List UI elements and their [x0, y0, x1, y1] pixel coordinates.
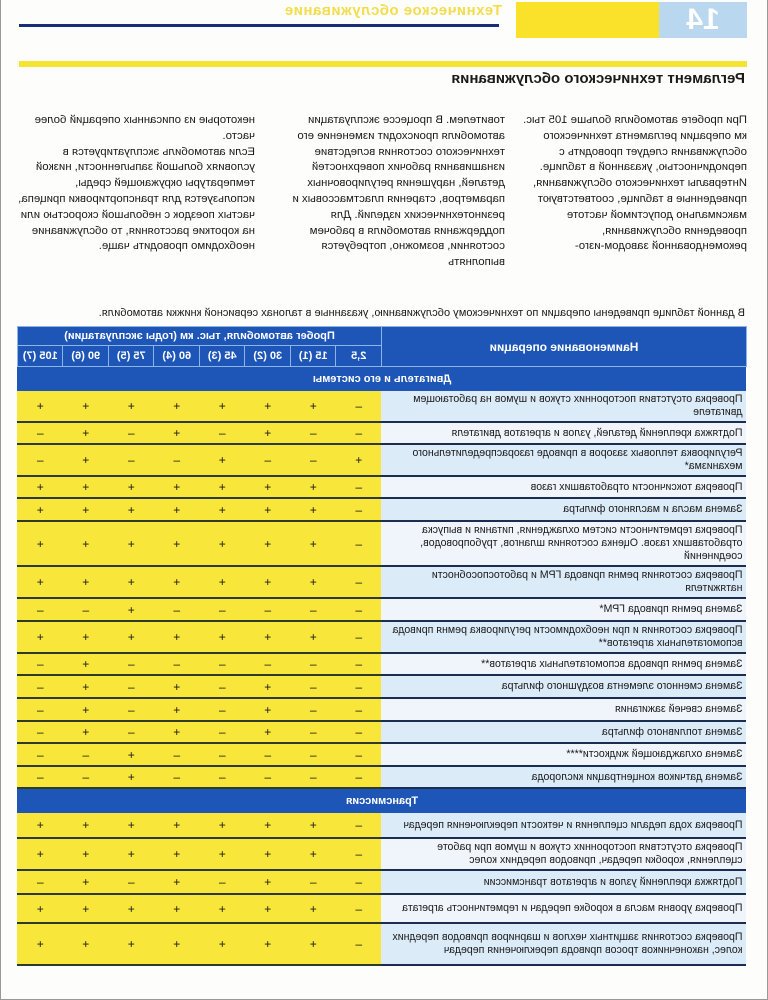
schedule-cell: + — [154, 838, 200, 870]
schedule-cell: + — [154, 813, 200, 838]
schedule-cell: + — [109, 923, 155, 965]
schedule-cell: + — [18, 894, 64, 923]
schedule-cell: – — [336, 566, 382, 598]
intro-column-1 — [509, 113, 747, 255]
schedule-cell: – — [336, 675, 382, 698]
schedule-cell: – — [336, 521, 382, 566]
schedule-cell: + — [245, 675, 291, 698]
schedule-cell: + — [154, 566, 200, 598]
table-caption: В данной таблице приведены операции по техническому обслуживанию, указанные в талонах сервисной книжки автомобиля. — [98, 307, 745, 319]
schedule-cell: + — [154, 621, 200, 653]
schedule-cell: – — [245, 766, 291, 788]
schedule-cell: – — [18, 675, 64, 698]
schedule-cell: + — [245, 870, 291, 894]
schedule-cell: – — [109, 698, 155, 721]
table-row — [18, 923, 747, 965]
schedule-cell: + — [63, 675, 109, 698]
running-section-title: Техническое обслуживание — [284, 2, 502, 19]
table-row — [18, 838, 747, 870]
operation-name: Замена свечей зажигания — [382, 698, 747, 721]
schedule-cell: + — [18, 521, 64, 566]
column-header-km: 30 (2) — [245, 346, 291, 367]
schedule-cell: – — [336, 653, 382, 675]
intro-paragraph: Если автомобиль эксплуатируется в условиях большой запыленности, низкой температуры окружающей среды, используется для транспортировки прицепа, частых поездок с небольшой скоростью или на короткие расстояния, то обслуживание необходимо проводить чаще. — [18, 145, 255, 253]
schedule-cell: + — [245, 422, 291, 444]
schedule-cell: + — [63, 870, 109, 894]
schedule-cell: + — [154, 675, 200, 698]
schedule-cell: + — [200, 621, 246, 653]
schedule-cell: – — [245, 444, 291, 476]
schedule-cell: + — [245, 923, 291, 965]
schedule-cell: – — [291, 743, 337, 766]
schedule-cell: + — [63, 391, 109, 422]
operation-name: Проверка отсутствия посторонних стуков и шумов на работающем двигателе — [382, 391, 747, 422]
schedule-cell: + — [63, 838, 109, 870]
schedule-cell: + — [109, 521, 155, 566]
maintenance-schedule-table — [17, 326, 747, 966]
schedule-cell: + — [154, 923, 200, 965]
schedule-cell: – — [200, 870, 246, 894]
operation-name: Проверка токсичности отработавших газов — [382, 476, 747, 498]
intro-column-3 — [17, 113, 255, 255]
schedule-cell: + — [154, 498, 200, 521]
schedule-cell: + — [245, 566, 291, 598]
schedule-cell: – — [154, 653, 200, 675]
schedule-cell: + — [63, 521, 109, 566]
schedule-cell: + — [63, 476, 109, 498]
operation-name: Проверка состояния защитных чехлов и шарниров приводов передних колес, наконечников тросов привода переключения передач — [382, 923, 747, 965]
schedule-cell: + — [63, 498, 109, 521]
operation-name: Подтяжка креплений узлов и агрегатов трансмиссии — [382, 870, 747, 894]
column-header-km: 105 (7) — [18, 346, 64, 367]
schedule-cell: – — [336, 894, 382, 923]
schedule-cell: + — [63, 813, 109, 838]
schedule-cell: + — [200, 521, 246, 566]
operation-name: Проверка состояния ремня привода ГРМ и работоспособности натяжителя — [382, 566, 747, 598]
schedule-cell: + — [200, 498, 246, 521]
schedule-cell: – — [200, 598, 246, 621]
schedule-cell: + — [18, 498, 64, 521]
schedule-cell: + — [245, 621, 291, 653]
operation-name: Замена датчиков концентрации кислорода — [382, 766, 747, 788]
schedule-cell: + — [154, 521, 200, 566]
schedule-cell: + — [291, 476, 337, 498]
schedule-cell: + — [154, 721, 200, 743]
schedule-cell: + — [245, 813, 291, 838]
schedule-cell: – — [291, 721, 337, 743]
schedule-cell: + — [18, 923, 64, 965]
schedule-cell: + — [109, 621, 155, 653]
schedule-cell: + — [200, 813, 246, 838]
schedule-cell: – — [200, 721, 246, 743]
schedule-cell: – — [200, 698, 246, 721]
schedule-cell: + — [18, 566, 64, 598]
schedule-cell: – — [18, 422, 64, 444]
schedule-cell: + — [63, 894, 109, 923]
schedule-cell: – — [200, 766, 246, 788]
schedule-cell: + — [200, 838, 246, 870]
intro-paragraph: некоторые из описанных операций более часто. — [34, 114, 255, 142]
schedule-cell: + — [291, 566, 337, 598]
schedule-cell: + — [109, 838, 155, 870]
schedule-cell: – — [291, 444, 337, 476]
schedule-cell: + — [154, 894, 200, 923]
schedule-cell: – — [18, 653, 64, 675]
schedule-cell: + — [200, 566, 246, 598]
schedule-cell: – — [154, 743, 200, 766]
table-row — [18, 391, 747, 422]
operation-name: Замена охлаждающей жидкости**** — [382, 743, 747, 766]
schedule-cell: – — [336, 598, 382, 621]
schedule-cell: – — [109, 870, 155, 894]
table-row — [18, 675, 747, 698]
schedule-cell: – — [154, 766, 200, 788]
schedule-cell: – — [291, 598, 337, 621]
schedule-cell: + — [109, 598, 155, 621]
schedule-cell: + — [109, 813, 155, 838]
table-row — [18, 444, 747, 476]
schedule-cell: + — [200, 391, 246, 422]
schedule-cell: – — [200, 653, 246, 675]
operation-name: Проверка отсутствия посторонних стуков и шумов при работе сцепления, коробки передач, приводов передних колес — [382, 838, 747, 870]
schedule-cell: + — [154, 698, 200, 721]
table-row — [18, 422, 747, 444]
page-title: Регламент технического обслуживания — [451, 70, 745, 87]
section-header-row — [18, 788, 747, 813]
schedule-cell: + — [200, 923, 246, 965]
schedule-cell: + — [245, 698, 291, 721]
intro-paragraph: При пробеге автомобиля больше 105 тыс. км операции регламента технического обслуживания следует проводить с периодичностью, указанной в таблице. Интервалы технического обслуживания, приведенные в таблице, соответствуют максимально допустимой частоте проведения обслуживания, рекомендованной заводом-изго- — [523, 114, 747, 253]
schedule-cell: + — [63, 923, 109, 965]
table-row — [18, 498, 747, 521]
table-row — [18, 743, 747, 766]
schedule-cell: + — [154, 422, 200, 444]
schedule-cell: + — [63, 422, 109, 444]
section-header-row — [18, 367, 747, 392]
schedule-cell: – — [291, 698, 337, 721]
schedule-cell: + — [154, 870, 200, 894]
schedule-cell: + — [154, 476, 200, 498]
schedule-cell: + — [291, 894, 337, 923]
schedule-cell: – — [336, 621, 382, 653]
schedule-cell: + — [109, 476, 155, 498]
schedule-cell: + — [18, 391, 64, 422]
table-row — [18, 598, 747, 621]
column-header-operation: Наименование операции — [382, 327, 747, 367]
schedule-cell: + — [245, 894, 291, 923]
schedule-cell: + — [18, 476, 64, 498]
schedule-cell: + — [291, 521, 337, 566]
schedule-cell: – — [18, 698, 64, 721]
operation-name: Подтяжка креплений деталей, узлов и агрегатов двигателя — [382, 422, 747, 444]
schedule-cell: + — [336, 444, 382, 476]
schedule-cell: + — [63, 621, 109, 653]
schedule-cell: – — [336, 743, 382, 766]
schedule-cell: – — [200, 675, 246, 698]
table-row — [18, 476, 747, 498]
schedule-cell: + — [291, 391, 337, 422]
schedule-cell: + — [109, 894, 155, 923]
schedule-cell: – — [336, 813, 382, 838]
table-row — [18, 653, 747, 675]
intro-column-2 — [267, 113, 505, 271]
schedule-cell: – — [336, 698, 382, 721]
schedule-cell: – — [18, 743, 64, 766]
column-header-km: 60 (4) — [154, 346, 200, 367]
schedule-cell: + — [154, 391, 200, 422]
table-row — [18, 621, 747, 653]
schedule-cell: – — [245, 653, 291, 675]
schedule-cell: – — [291, 675, 337, 698]
schedule-cell: + — [200, 476, 246, 498]
column-header-mileage: Пробег автомобиля, тыс. км (годы эксплуатации) — [18, 327, 382, 346]
schedule-cell: – — [336, 870, 382, 894]
column-header-km: 90 (6) — [63, 346, 109, 367]
schedule-cell: – — [18, 766, 64, 788]
schedule-cell: – — [18, 721, 64, 743]
schedule-cell: – — [154, 598, 200, 621]
schedule-cell: – — [336, 923, 382, 965]
schedule-cell: + — [18, 621, 64, 653]
table-row — [18, 566, 747, 598]
schedule-cell: + — [291, 838, 337, 870]
schedule-cell: + — [109, 391, 155, 422]
schedule-cell: + — [63, 444, 109, 476]
operation-name: Замена сменного элемента воздушного фильтра — [382, 675, 747, 698]
operation-name: Замена масла и масляного фильтра — [382, 498, 747, 521]
schedule-cell: + — [291, 621, 337, 653]
table-row — [18, 870, 747, 894]
operation-name: Замена ремня привода вспомогательных агрегатов** — [382, 653, 747, 675]
table-row — [18, 698, 747, 721]
schedule-cell: – — [200, 743, 246, 766]
schedule-cell: + — [200, 444, 246, 476]
operation-name: Проверка состояния и при необходимости регулировка ремня привода вспомогательных агрегатов** — [382, 621, 747, 653]
schedule-cell: – — [291, 653, 337, 675]
schedule-cell: + — [63, 698, 109, 721]
schedule-cell: + — [63, 721, 109, 743]
schedule-cell: + — [245, 391, 291, 422]
schedule-cell: + — [109, 743, 155, 766]
schedule-cell: – — [245, 598, 291, 621]
table-row — [18, 721, 747, 743]
schedule-cell: – — [200, 422, 246, 444]
schedule-cell: + — [109, 566, 155, 598]
operation-name: Проверка герметичности систем охлаждения, питания и выпуска отработавших газов. Оценка состояния шлангов, трубопроводов, соединений — [382, 521, 747, 566]
schedule-cell: – — [245, 743, 291, 766]
schedule-cell: – — [336, 391, 382, 422]
schedule-cell: + — [245, 721, 291, 743]
schedule-cell: – — [336, 721, 382, 743]
schedule-cell: – — [154, 444, 200, 476]
page-header — [0, 0, 767, 40]
operation-name: Проверка хода педали сцепления и четкости переключения передач — [382, 813, 747, 838]
operation-name: Замена ремня привода ГРМ* — [382, 598, 747, 621]
operation-name: Регулировка тепловых зазоров в приводе газораспределительного механизма* — [382, 444, 747, 476]
operation-name: Проверка уровня масла в коробке передач и герметичность агрегата — [382, 894, 747, 923]
header-rule — [19, 24, 499, 27]
schedule-cell: + — [200, 894, 246, 923]
column-header-km: 75 (5) — [109, 346, 155, 367]
schedule-cell: – — [109, 721, 155, 743]
schedule-cell: + — [291, 813, 337, 838]
schedule-cell: – — [63, 598, 109, 621]
schedule-cell: + — [245, 838, 291, 870]
table-row — [18, 813, 747, 838]
schedule-cell: – — [18, 444, 64, 476]
table-row — [18, 894, 747, 923]
schedule-cell: – — [18, 870, 64, 894]
schedule-cell: + — [245, 521, 291, 566]
table-row — [18, 766, 747, 788]
schedule-cell: + — [109, 498, 155, 521]
schedule-cell: + — [291, 498, 337, 521]
section-title: Трансмиссия — [18, 788, 747, 813]
schedule-cell: + — [245, 498, 291, 521]
schedule-cell: + — [63, 566, 109, 598]
schedule-cell: – — [336, 838, 382, 870]
title-accent-bar — [19, 61, 747, 67]
page-number: 14 — [659, 2, 747, 38]
table-row — [18, 521, 747, 566]
schedule-cell: – — [109, 422, 155, 444]
column-header-km: 15 (1) — [291, 346, 337, 367]
schedule-cell: + — [18, 838, 64, 870]
section-title: Двигатель и его системы — [18, 367, 747, 392]
schedule-cell: + — [18, 813, 64, 838]
schedule-cell: + — [245, 476, 291, 498]
schedule-cell: – — [291, 870, 337, 894]
schedule-cell: – — [18, 598, 64, 621]
operation-name: Замена топливного фильтра — [382, 721, 747, 743]
column-header-km: 45 (3) — [200, 346, 246, 367]
schedule-cell: – — [336, 476, 382, 498]
schedule-cell: – — [109, 653, 155, 675]
schedule-cell: – — [109, 675, 155, 698]
schedule-cell: – — [63, 743, 109, 766]
schedule-cell: – — [336, 498, 382, 521]
header-accent-block — [516, 2, 659, 38]
intro-paragraph: товителем. В процессе эксплуатации автомобиля происходит изменение его технического состояния вследствие изнашивания рабочих поверхностей деталей, нарушения регулировочных параметров, старения пластмассовых и резинотехнических изделий. Для поддержания автомобиля в рабочем состоянии, возможно, потребуется выполнять — [292, 114, 505, 269]
schedule-cell: + — [291, 923, 337, 965]
schedule-cell: – — [291, 766, 337, 788]
schedule-cell: – — [336, 422, 382, 444]
schedule-cell: – — [109, 444, 155, 476]
schedule-cell: – — [63, 766, 109, 788]
schedule-cell: + — [63, 653, 109, 675]
schedule-cell: + — [109, 766, 155, 788]
schedule-cell: – — [291, 422, 337, 444]
schedule-cell: – — [336, 766, 382, 788]
column-header-km: 2,5 — [336, 346, 382, 367]
